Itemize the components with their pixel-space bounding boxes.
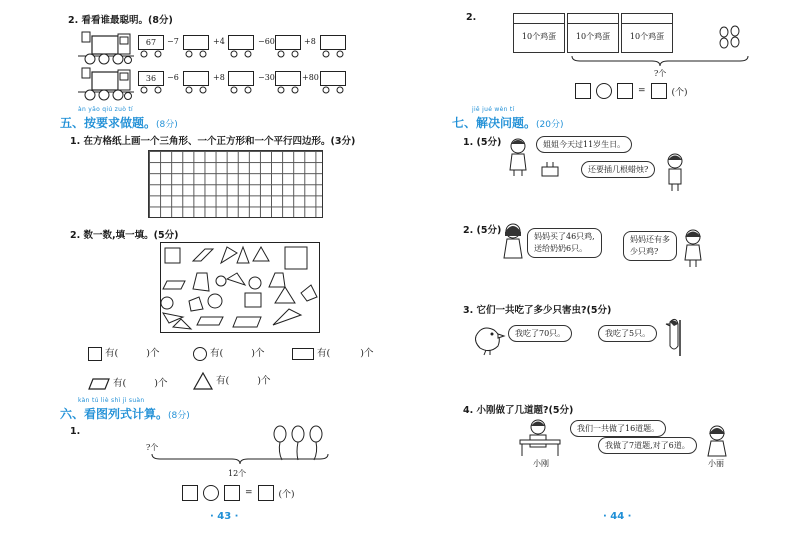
egg-box-1-lid <box>513 13 565 23</box>
boy-icon <box>662 152 688 192</box>
p3-bubble-2: 我吃了5只。 <box>598 325 657 342</box>
equation-box-1[interactable] <box>182 485 198 501</box>
girl-icon <box>504 136 532 176</box>
train1-answer-2[interactable] <box>228 35 254 50</box>
train2-op-2: +8 <box>213 73 225 82</box>
p3-label: 3. 它们一共吃了多少只害虫?(5分) <box>463 305 612 316</box>
q5-1-label: 1. 在方格纸上画一个三角形、一个正方形和一个平行四边形。(3分) <box>70 136 356 147</box>
train2-answer-1[interactable] <box>183 71 209 86</box>
egg-box-2: 10个鸡蛋 <box>567 23 619 53</box>
fill-rectangle: 有( )个 <box>292 345 373 360</box>
p4-label: 4. 小刚做了几道题?(5分) <box>463 405 574 416</box>
q5-2-label: 2. 数一数,填一填。(5分) <box>70 230 179 241</box>
section5-title: 五、按要求做题。(8分) <box>60 116 178 130</box>
operator-circle[interactable] <box>203 485 219 501</box>
page-number-left: · 43 · <box>210 511 239 522</box>
train1-answer-3[interactable] <box>275 35 301 50</box>
circle-icon <box>193 347 207 361</box>
train1-answer-4[interactable] <box>320 35 346 50</box>
egg-box-2-lid <box>567 13 619 23</box>
train1-op-4: +8 <box>304 37 316 46</box>
section6-pinyin: kàn tú liè shì jì suàn <box>78 397 145 404</box>
egg-equation: = (个) <box>575 83 688 99</box>
parallelogram-icon <box>88 378 110 390</box>
fill-parallelogram: 有( )个 <box>88 375 167 390</box>
bird-icon <box>472 322 506 356</box>
shapes-illustration <box>161 243 321 334</box>
answer-box[interactable] <box>651 83 667 99</box>
train1-answer-1[interactable] <box>183 35 209 50</box>
p2-bubble-1: 妈妈买了46只鸡, 送给奶奶6只。 <box>527 228 602 258</box>
section5-pinyin: àn yāo qiú zuò tí <box>78 106 134 113</box>
p2-label: 2. (5分) <box>463 225 502 236</box>
eggs-icon <box>718 26 748 48</box>
egg-box-1: 10个鸡蛋 <box>513 23 565 53</box>
p1-bubble-1: 姐姐今天过11岁生日。 <box>536 136 632 153</box>
p4-bubble-2: 我做了7道题,对了6道。 <box>598 437 697 454</box>
equation-box-1[interactable] <box>575 83 591 99</box>
p1-bubble-2: 还要插几根蜡烛? <box>581 161 655 178</box>
train2-answer-2[interactable] <box>228 71 254 86</box>
q6-total: 12个 <box>228 469 247 478</box>
train-2 <box>78 66 138 106</box>
question-2-label: 2. 看看谁最聪明。(8分) <box>68 15 173 26</box>
page-number-right: · 44 · <box>603 511 632 522</box>
section7-pinyin: jiě jué wèn tí <box>472 106 515 113</box>
fill-circle: 有( )个 <box>193 345 264 361</box>
equation-box-2[interactable] <box>224 485 240 501</box>
train2-answer-3[interactable] <box>275 71 301 86</box>
egg-unknown: ?个 <box>654 69 667 78</box>
drawing-grid[interactable] <box>148 150 323 218</box>
q6-1-label: 1. <box>70 426 81 437</box>
locomotive-icon <box>78 30 138 66</box>
boy-at-desk-icon <box>518 418 562 458</box>
train2-answer-4[interactable] <box>320 71 346 86</box>
p4-bubble-1: 我们一共做了16道题。 <box>570 420 666 437</box>
train2-op-1: −6 <box>167 73 179 82</box>
p3-bubble-1: 我吃了70只。 <box>508 325 572 342</box>
triangle-icon <box>193 372 213 390</box>
fill-square: 有( )个 <box>88 345 159 361</box>
q6-equation: = (个) <box>182 485 295 501</box>
rectangle-icon <box>292 348 314 360</box>
egg-total-brace <box>570 54 750 68</box>
p2-bubble-2: 妈妈还有多 少只鸡? <box>623 231 677 261</box>
train1-start-car: 67 <box>138 35 164 50</box>
train-1 <box>78 30 138 70</box>
train2-op-3: −30 <box>258 73 275 82</box>
train1-op-3: −60 <box>258 37 275 46</box>
train2-start-car: 36 <box>138 71 164 86</box>
section6-title: 六、看图列式计算。(8分) <box>60 407 190 421</box>
child-icon <box>680 228 706 268</box>
egg-box-3: 10个鸡蛋 <box>621 23 673 53</box>
egg-box-3-lid <box>621 13 673 23</box>
woodpecker-icon <box>662 316 686 356</box>
name-xiaogang: 小刚 <box>533 459 549 468</box>
train1-op-1: −7 <box>167 37 179 46</box>
equation-box-2[interactable] <box>617 83 633 99</box>
fill-triangle: 有( )个 <box>193 372 270 390</box>
square-icon <box>88 347 102 361</box>
train2-wheels <box>138 86 348 96</box>
cake-icon <box>540 160 560 178</box>
locomotive-icon <box>78 66 138 102</box>
q6-unknown: ?个 <box>146 443 159 452</box>
train1-wheels <box>138 50 348 60</box>
name-xiaoli: 小丽 <box>708 459 724 468</box>
p1-label: 1. (5分) <box>463 137 502 148</box>
train2-op-4: +80 <box>302 73 319 82</box>
total-brace <box>150 452 330 466</box>
answer-box[interactable] <box>258 485 274 501</box>
right-q2-label: 2. <box>466 12 477 23</box>
section7-title: 七、解决问题。(20分) <box>452 116 564 130</box>
girl-xiaoli-icon <box>704 424 730 458</box>
mother-icon <box>500 222 526 262</box>
operator-circle[interactable] <box>596 83 612 99</box>
shapes-panel <box>160 242 320 333</box>
train1-op-2: +4 <box>213 37 225 46</box>
